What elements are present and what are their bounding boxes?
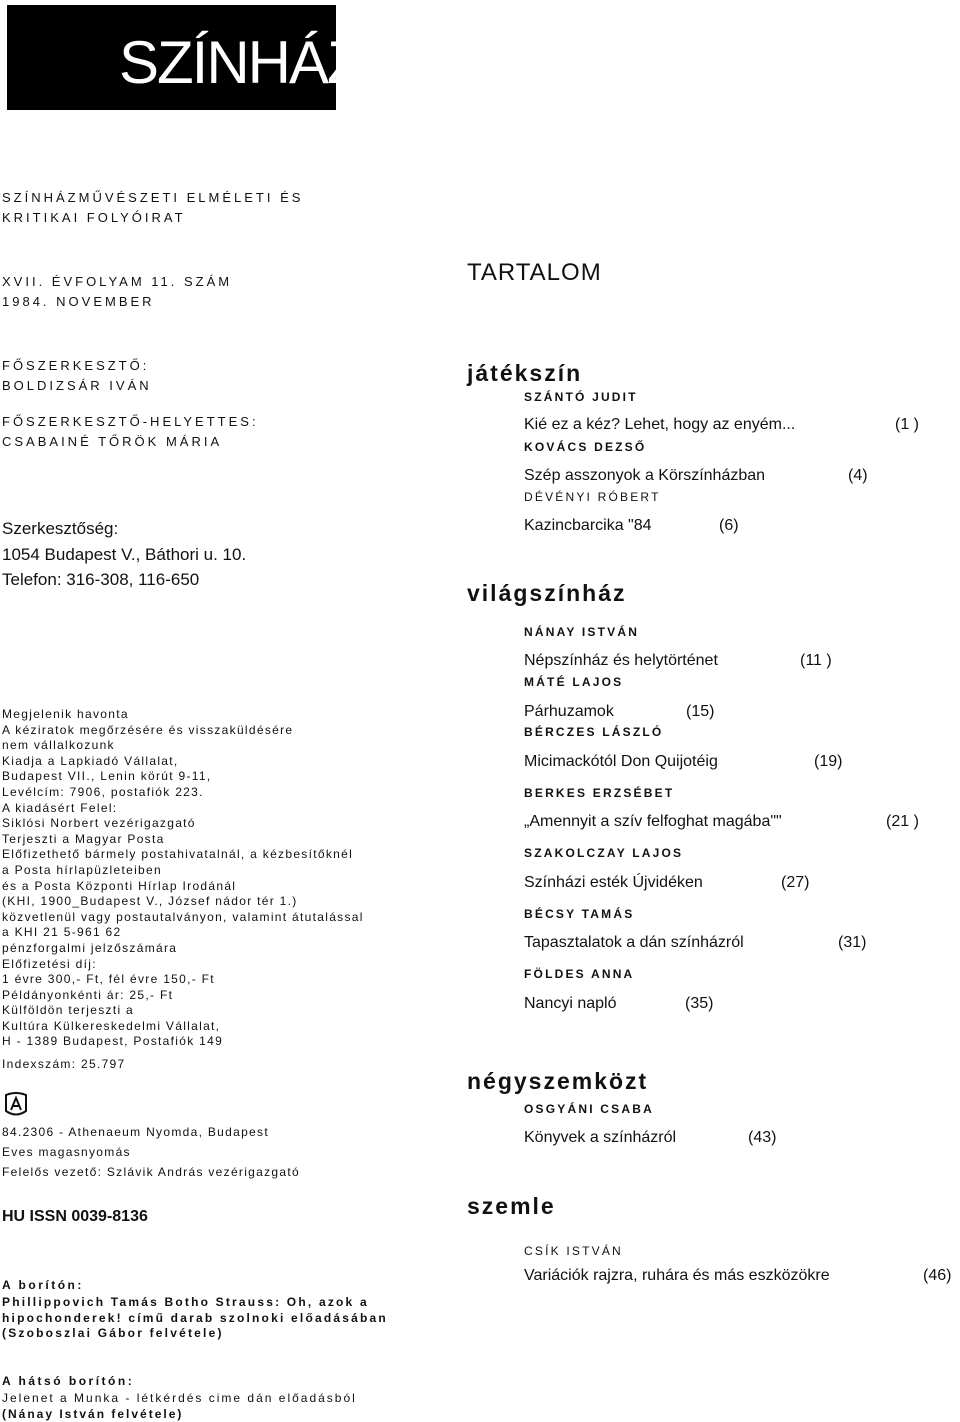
back-cover-caption bbox=[2, 1391, 357, 1422]
toc-author: BÉRCZES LÁSZLÓ bbox=[524, 725, 664, 739]
toc-entry-title: Tapasztalatok a dán színházról bbox=[524, 934, 744, 951]
toc-entry-title: Színházi esték Újvidéken bbox=[524, 874, 703, 891]
front-cover-line: hipochonderek! című darab szolnoki előadásában bbox=[2, 1310, 388, 1325]
imprint-line: A kiadásért Felel: bbox=[2, 800, 118, 815]
masthead-subtitle-1: SZÍNHÁZMŰVÉSZETI ELMÉLETI ÉS bbox=[2, 190, 304, 205]
imprint-line: Megjelenik havonta bbox=[2, 707, 129, 721]
index-number: Indexszám: 25.797 bbox=[2, 1057, 126, 1071]
imprint-line: A kéziratok megőrzésére és visszaküldésére bbox=[2, 722, 294, 737]
toc-entry-title: Párhuzamok bbox=[524, 703, 614, 720]
imprint-line: Budapest VII., Lenin körút 9-11, bbox=[2, 769, 212, 784]
imprint-line: Előfizetési díj: bbox=[2, 956, 97, 971]
imprint-line: Levélcím: 7906, postafiók 223. bbox=[2, 784, 204, 799]
back-cover-line: Jelenet a Munka - létkérdés cime dán előadásból bbox=[2, 1391, 357, 1405]
toc-entry-title: „Amennyit a szív felfoghat magába"" bbox=[524, 813, 782, 830]
toc-author: OSGYÁNI CSABA bbox=[524, 1102, 654, 1116]
imprint-line: Előfizethető bármely postahivatalnál, a kézbesítőknél bbox=[2, 847, 354, 862]
imprint-line: Terjeszti a Magyar Posta bbox=[2, 831, 165, 846]
toc-entry-page: (46) bbox=[923, 1267, 952, 1284]
toc-entry-title: Kazincbarcika "84 bbox=[524, 517, 652, 534]
imprint-line: Külföldön terjeszti a bbox=[2, 1003, 135, 1018]
imprint-line: közvetlenül vagy postautalványon, valamint átutalással bbox=[2, 909, 364, 924]
imprint-line: H - 1389 Budapest, Postafiók 149 bbox=[2, 1034, 224, 1049]
issue-date: 1984. NOVEMBER bbox=[2, 294, 155, 309]
deputy-editor-label: FŐSZERKESZTŐ-HELYETTES: bbox=[2, 414, 259, 429]
imprint-line: a KHI 21 5-961 62 bbox=[2, 925, 122, 940]
front-cover-label: A borítón: bbox=[2, 1278, 84, 1292]
toc-entry-page: (27) bbox=[781, 874, 810, 891]
office-label: Szerkesztőség: bbox=[2, 519, 119, 538]
deputy-editor-name: CSABAINÉ TŐRÖK MÁRIA bbox=[2, 434, 223, 449]
imprint-line: nem vállalkozunk bbox=[2, 738, 115, 753]
imprint-line: Siklósi Norbert vezérigazgató bbox=[2, 816, 196, 831]
logo-image bbox=[7, 5, 362, 110]
chief-editor-label: FŐSZERKESZTŐ: bbox=[2, 358, 150, 373]
imprint-block bbox=[2, 707, 364, 1050]
toc-entry-page: (19) bbox=[814, 753, 843, 770]
chief-editor-name: BOLDIZSÁR IVÁN bbox=[2, 378, 152, 393]
logo-text: SZÍNHÁZ bbox=[119, 29, 362, 96]
imprint-line: Kiadja a Lapkiadó Vállalat, bbox=[2, 753, 179, 768]
printer-logo-icon bbox=[4, 1091, 28, 1119]
volume-number: XVII. ÉVFOLYAM 11. SZÁM bbox=[2, 274, 233, 289]
back-cover-label: A hátsó borítón: bbox=[2, 1374, 135, 1388]
toc-entry-page: (4) bbox=[848, 467, 868, 484]
toc-author: BERKES ERZSÉBET bbox=[524, 786, 675, 800]
magazine-logo bbox=[7, 5, 362, 110]
toc-author: NÁNAY ISTVÁN bbox=[524, 625, 640, 639]
front-cover-caption bbox=[2, 1295, 388, 1342]
toc-entry-page: (43) bbox=[748, 1129, 777, 1146]
office-address: 1054 Budapest V., Báthori u. 10. bbox=[2, 545, 247, 564]
back-cover-line: (Nánay István felvétele) bbox=[2, 1406, 184, 1421]
front-cover-line: Phillippovich Tamás Botho Strauss: Oh, azok a bbox=[2, 1295, 369, 1309]
toc-entry-title: Variációk rajzra, ruhára és más eszközökre bbox=[524, 1267, 830, 1284]
toc-author: SZAKOLCZAY LAJOS bbox=[524, 846, 684, 860]
issn: HU ISSN 0039-8136 bbox=[2, 1208, 148, 1225]
printer-line: 84.2306 - Athenaeum Nyomda, Budapest bbox=[2, 1125, 269, 1139]
toc-entry-page: (11 ) bbox=[800, 652, 832, 669]
toc-entry-title: Népszínház és helytörténet bbox=[524, 652, 718, 669]
toc-entry-page: (31) bbox=[838, 934, 867, 951]
imprint-line: Példányonkénti ár: 25,- Ft bbox=[2, 987, 174, 1002]
toc-entry-title: Könyvek a színházról bbox=[524, 1129, 677, 1146]
toc-author: FÖLDES ANNA bbox=[524, 967, 635, 981]
masthead-subtitle-2: KRITIKAI FOLYÓIRAT bbox=[2, 210, 186, 225]
toc-author: SZÁNTÓ JUDIT bbox=[524, 390, 638, 404]
section-szemle: szemle bbox=[467, 1193, 556, 1219]
imprint-line: pénzforgalmi jelzőszámára bbox=[2, 940, 178, 955]
imprint-line: és a Posta Központi Hírlap Irodánál bbox=[2, 878, 237, 893]
imprint-line: (KHI, 1900_Budapest V., József nádor tér 1.) bbox=[2, 894, 298, 909]
imprint-line: a Posta hírlapüzleteiben bbox=[2, 862, 162, 877]
section-negyszemkozt: négyszemközt bbox=[467, 1068, 649, 1094]
front-cover-line: (Szoboszlai Gábor felvétele) bbox=[2, 1326, 224, 1341]
manager-line: Felelős vezető: Szlávik András vezérigazgató bbox=[2, 1165, 300, 1179]
toc-heading: TARTALOM bbox=[467, 259, 602, 286]
toc-entry-page: (35) bbox=[685, 995, 714, 1012]
toc-entry-page: (6) bbox=[719, 517, 739, 534]
toc-author: CSÍK ISTVÁN bbox=[524, 1244, 623, 1258]
section-jatekszin: játékszín bbox=[467, 360, 583, 386]
office-phone: Telefon: 316-308, 116-650 bbox=[2, 570, 200, 589]
toc-entry-title: Szép asszonyok a Körszínházban bbox=[524, 467, 766, 484]
toc-entry-page: (21 ) bbox=[886, 813, 919, 830]
toc-entry-title: Micimackótól Don Quijotéig bbox=[524, 753, 718, 770]
toc-entry-page: (1 ) bbox=[895, 416, 919, 433]
toc-entry-page: (15) bbox=[686, 703, 715, 720]
toc-author: MÁTÉ LAJOS bbox=[524, 675, 624, 689]
section-vilagszinhaz: világszínház bbox=[467, 580, 627, 606]
toc-entry-title: Nancyi napló bbox=[524, 995, 617, 1012]
imprint-line: Kultúra Külkereskedelmi Vállalat, bbox=[2, 1018, 221, 1033]
imprint-line: 1 évre 300,- Ft, fél évre 150,- Ft bbox=[2, 972, 215, 987]
toc-entry-title: Kié ez a kéz? Lehet, hogy az enyém... bbox=[524, 416, 796, 433]
toc-author: KOVÁCS DEZSŐ bbox=[524, 440, 647, 454]
toc-author: DÉVÉNYI RÓBERT bbox=[524, 490, 661, 504]
printer-sub: Eves magasnyomás bbox=[2, 1145, 131, 1159]
toc-author: BÉCSY TAMÁS bbox=[524, 907, 635, 921]
